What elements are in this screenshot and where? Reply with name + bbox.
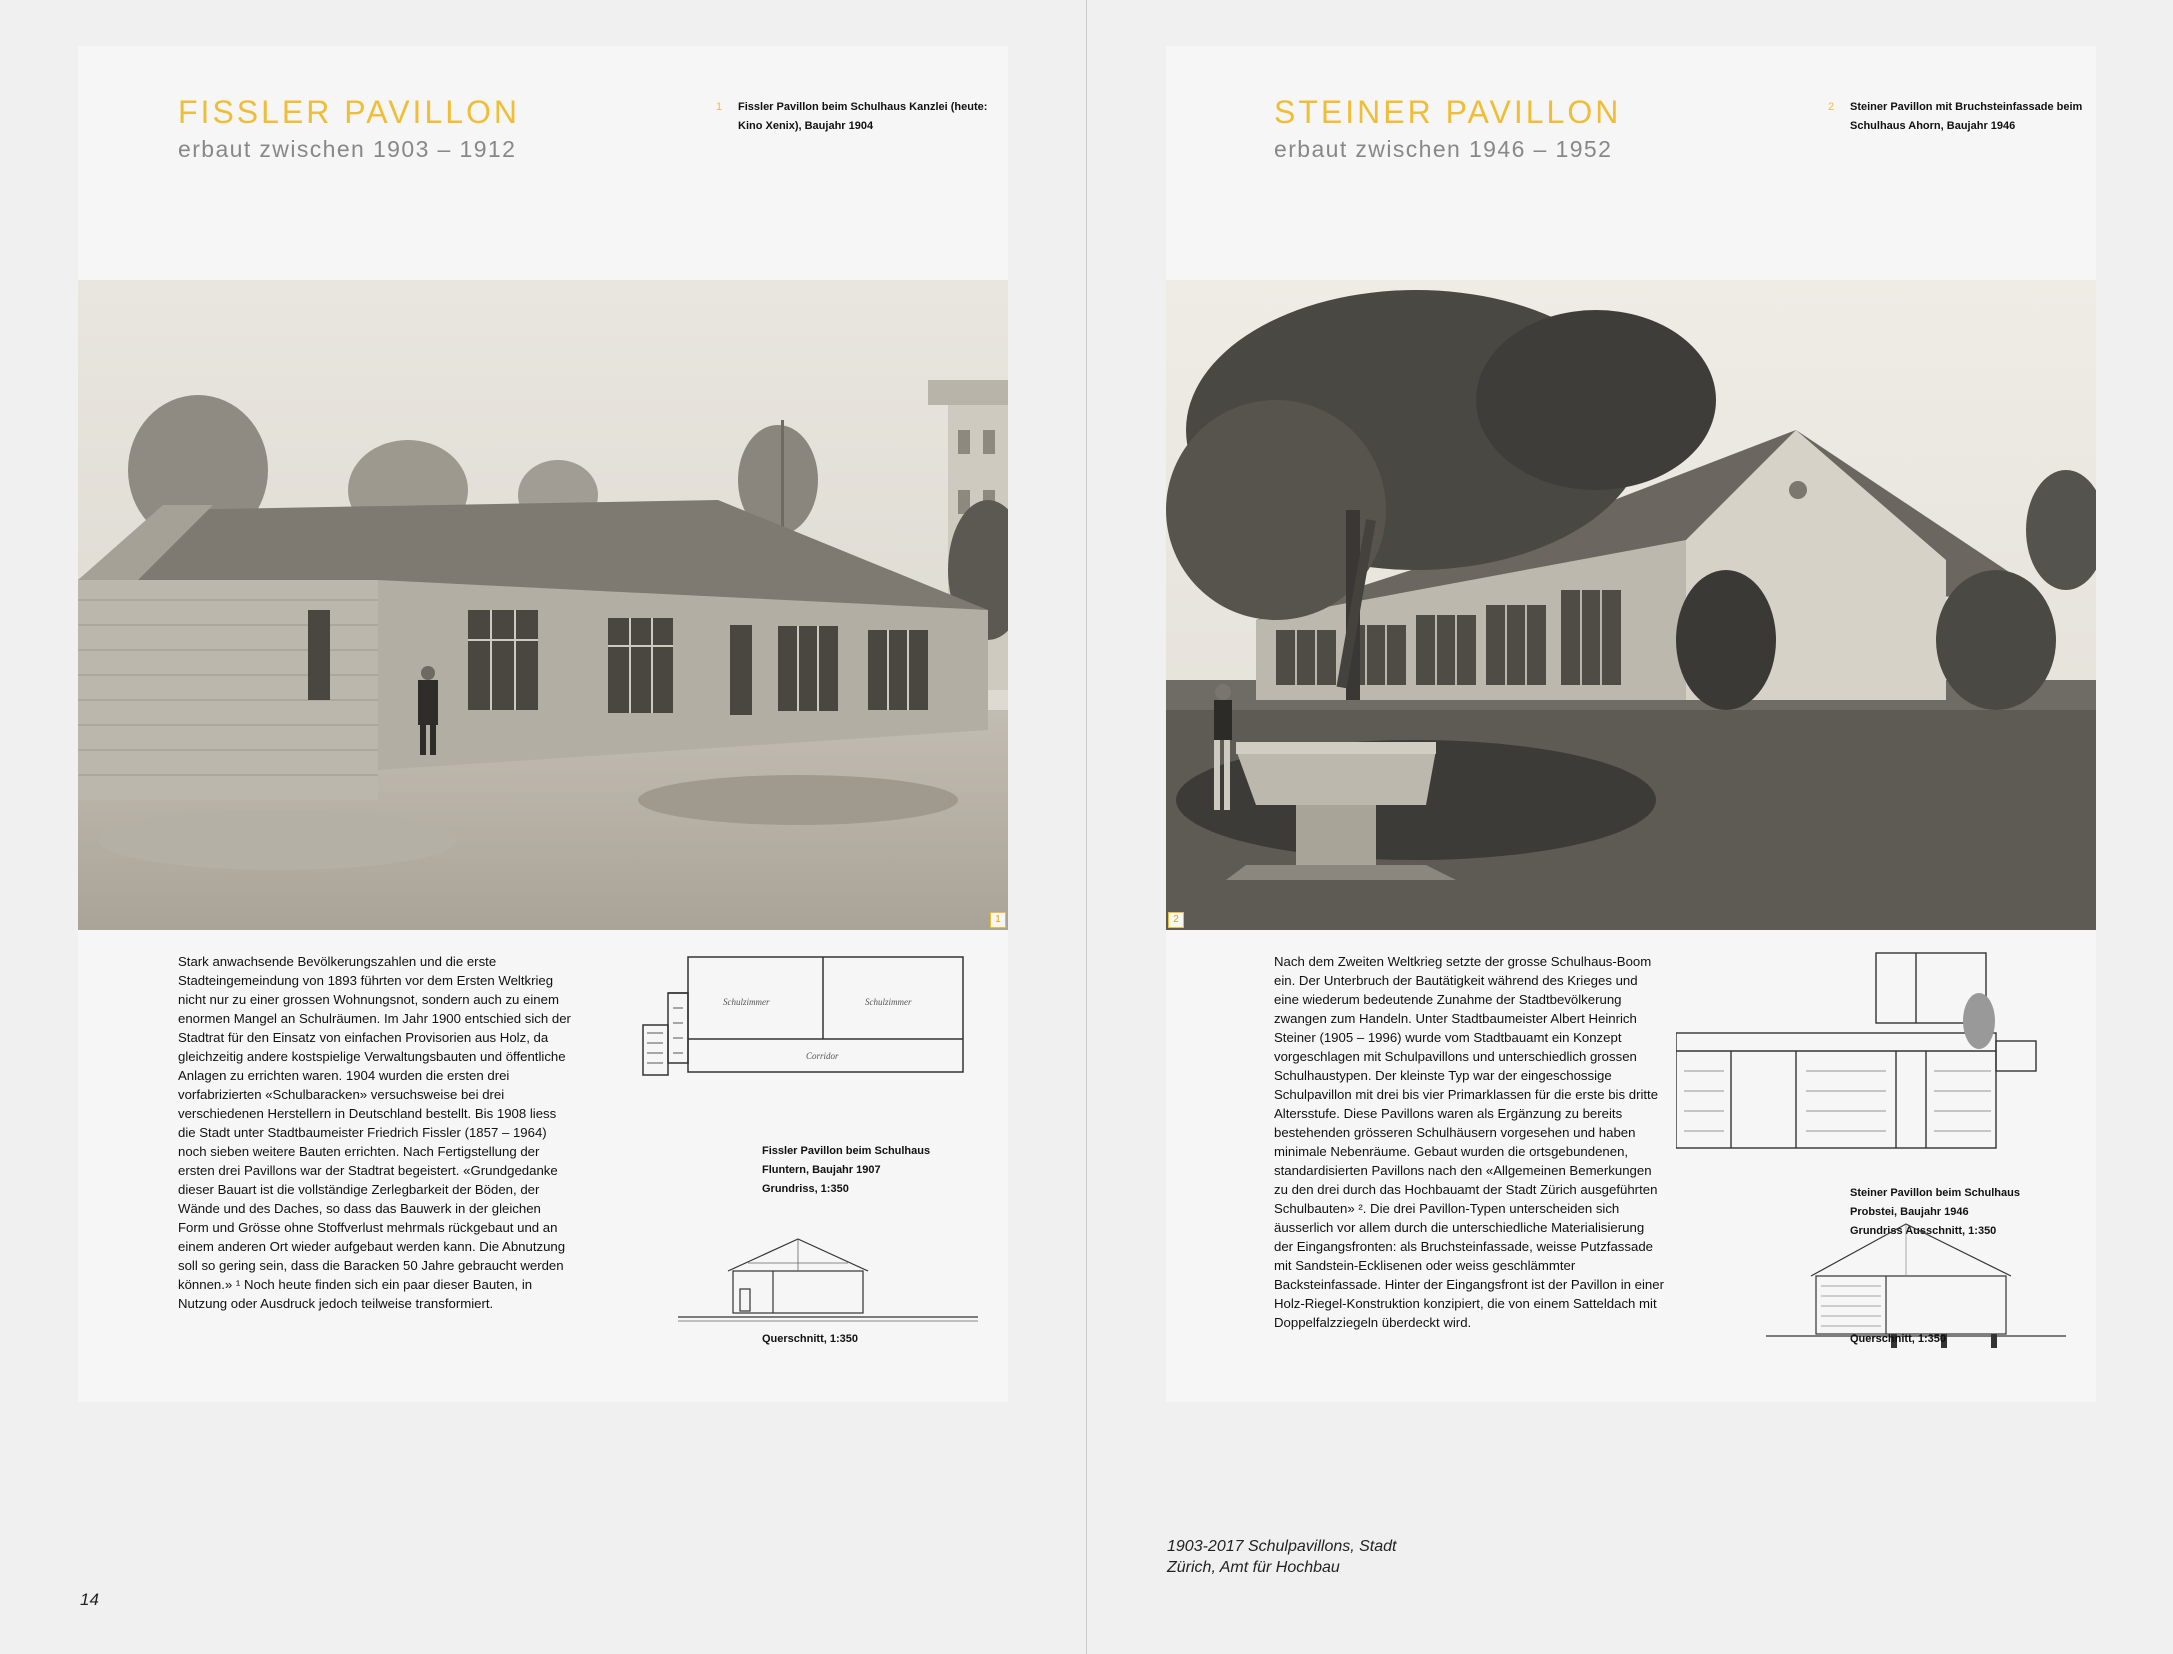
photo-number-tag: 1 bbox=[990, 912, 1006, 928]
right-page-panel bbox=[1166, 46, 2096, 1402]
historic-photo-fissler-pavillon bbox=[78, 280, 1008, 930]
floor-plan-drawing bbox=[633, 953, 973, 1133]
photo-caption bbox=[716, 98, 998, 136]
caption-line: Grundriss Ausschnitt, 1:350 bbox=[1850, 1225, 1997, 1237]
cross-section-caption: Querschnitt, 1:350 bbox=[1850, 1333, 1946, 1345]
cross-section-drawing bbox=[678, 1231, 978, 1331]
caption-text: Steiner Pavillon mit Bruchsteinfassade beim Schulhaus Ahorn, Baujahr 1946 bbox=[1850, 101, 2083, 132]
page-title: FISSLER PAVILLON bbox=[178, 94, 521, 130]
page-number: 14 bbox=[80, 1590, 99, 1609]
left-page-panel bbox=[78, 46, 1008, 1402]
body-text: Stark anwachsende Bevölkerungszahlen und die erste Stadteingemeindung von 1893 führten vor dem Ersten Weltkrieg nicht nur zu einer grossen Wohnungsnot, sondern auch zu einem enormen Mangel an Schulräumen. Im Jahr 1900 entschied sich der Stadtrat für den Einsatz von einfachen Provisorien aus Holz, da gleichzeitig andere kostspielige Verwaltungsbauten und öffentliche Anlagen zu errichten waren. 1904 wurden die ersten drei vorfabrizierten «Schulbaracken» versuchsweise bei drei verschiedenen Herstellern in Deutschland bestellt. Bis 1908 liess die Stadt unter Stadtbaumeister Friedrich Fissler (1857 – 1964) noch sieben weitere Bauten errichten. Nach Fertigstellung der ersten drei Pavillons war der Stadtrat begeistert. «Grundgedanke dieser Bauart ist die vollständige Zerlegbarkeit der Böden, der Wände und des Daches, so dass das Bauwerk in der gleichen Form und Grösse ohne Stoffverlust mehrmals rückgebaut und an einem anderen Ort wieder aufgebaut werden kann. Die Abnutzung soll so gering sein, dass die Baracken 50 Jahre gebraucht werden können.» ¹ Noch heute finden sich ein paar dieser Bauten, in Nutzung oder Ausdruck jedoch teilweise transformiert. bbox=[178, 954, 571, 1311]
credit-line: 1903-2017 Schulpavillons, Stadt bbox=[1167, 1538, 1397, 1555]
credit-line: Zürich, Amt für Hochbau bbox=[1167, 1559, 1340, 1576]
page-title: STEINER PAVILLON bbox=[1274, 94, 1622, 130]
page-subtitle: erbaut zwischen 1946 – 1952 bbox=[1274, 136, 1613, 162]
cross-section-caption: Querschnitt, 1:350 bbox=[762, 1333, 858, 1345]
caption-number: 2 bbox=[1828, 101, 1835, 113]
body-text: Nach dem Zweiten Weltkrieg setzte der grosse Schulhaus-Boom ein. Der Unterbruch der Bautätigkeit während des Krieges und eine wiederum bedeutende Zunahme der Stadtbevölkerung zwangen zum Handeln. Unter Stadtbaumeister Albert Heinrich Steiner (1905 – 1996) wurde vom Stadtbauamt ein Konzept vorgeschlagen mit Schulpavillons und unterschiedlich grossen Schulhaustypen. Der kleinste Typ war der eingeschossige Schulpavillon mit drei bis vier Primarklassen für die erste bis dritte Altersstufe. Diese Pavillons waren als Ergänzung zu bereits bestehenden grösseren Schulhäusern vorgesehen und haben minimale Nebenräume. Gebaut wurden die ortsgebundenen, standardisierten Pavillons nach den «Allgemeinen Bemerkungen zu den drei durch das Hochbauamt der Stadt Zürich ausgeführten Schulbauten» ². Die drei Pavillon-Typen unterscheiden sich äusserlich vor allem durch die unterschiedliche Materialisierung der Eingangsfronten: als Bruchsteinfassade, weisse Putzfassade mit Sandstein-Ecklisenen oder weiss geschlämmter Backsteinfassade. Hinter der Eingangsfront ist der Pavillon in einer Holz-Riegel-Konstruktion konzipiert, die von einem Satteldach mit Doppelfalzziegeln überdeckt wird. bbox=[1274, 954, 1664, 1330]
floor-plan-caption bbox=[762, 1142, 982, 1199]
caption-line: Grundriss, 1:350 bbox=[762, 1183, 849, 1195]
caption-line: Fissler Pavillon beim Schulhaus bbox=[762, 1145, 931, 1157]
caption-number: 1 bbox=[716, 101, 723, 113]
plan-room-label: Schulzimmer bbox=[865, 997, 912, 1007]
plan-room-label: Schulzimmer bbox=[723, 997, 770, 1007]
historic-photo-steiner-pavillon bbox=[1166, 280, 2096, 930]
page-gutter bbox=[1086, 0, 1087, 1654]
photo-caption bbox=[1828, 98, 2110, 136]
caption-line: Steiner Pavillon beim Schulhaus bbox=[1850, 1187, 2020, 1199]
page-subtitle: erbaut zwischen 1903 – 1912 bbox=[178, 136, 517, 162]
floor-plan-drawing bbox=[1676, 951, 2096, 1181]
caption-line: Fluntern, Baujahr 1907 bbox=[762, 1164, 881, 1176]
caption-text: Fissler Pavillon beim Schulhaus Kanzlei (heute: Kino Xenix), Baujahr 1904 bbox=[738, 101, 988, 132]
footer-credit bbox=[1167, 1536, 1467, 1578]
plan-room-label: Corridor bbox=[806, 1051, 839, 1061]
caption-line: Probstei, Baujahr 1946 bbox=[1850, 1206, 1969, 1218]
photo-number-tag: 2 bbox=[1168, 912, 1184, 928]
